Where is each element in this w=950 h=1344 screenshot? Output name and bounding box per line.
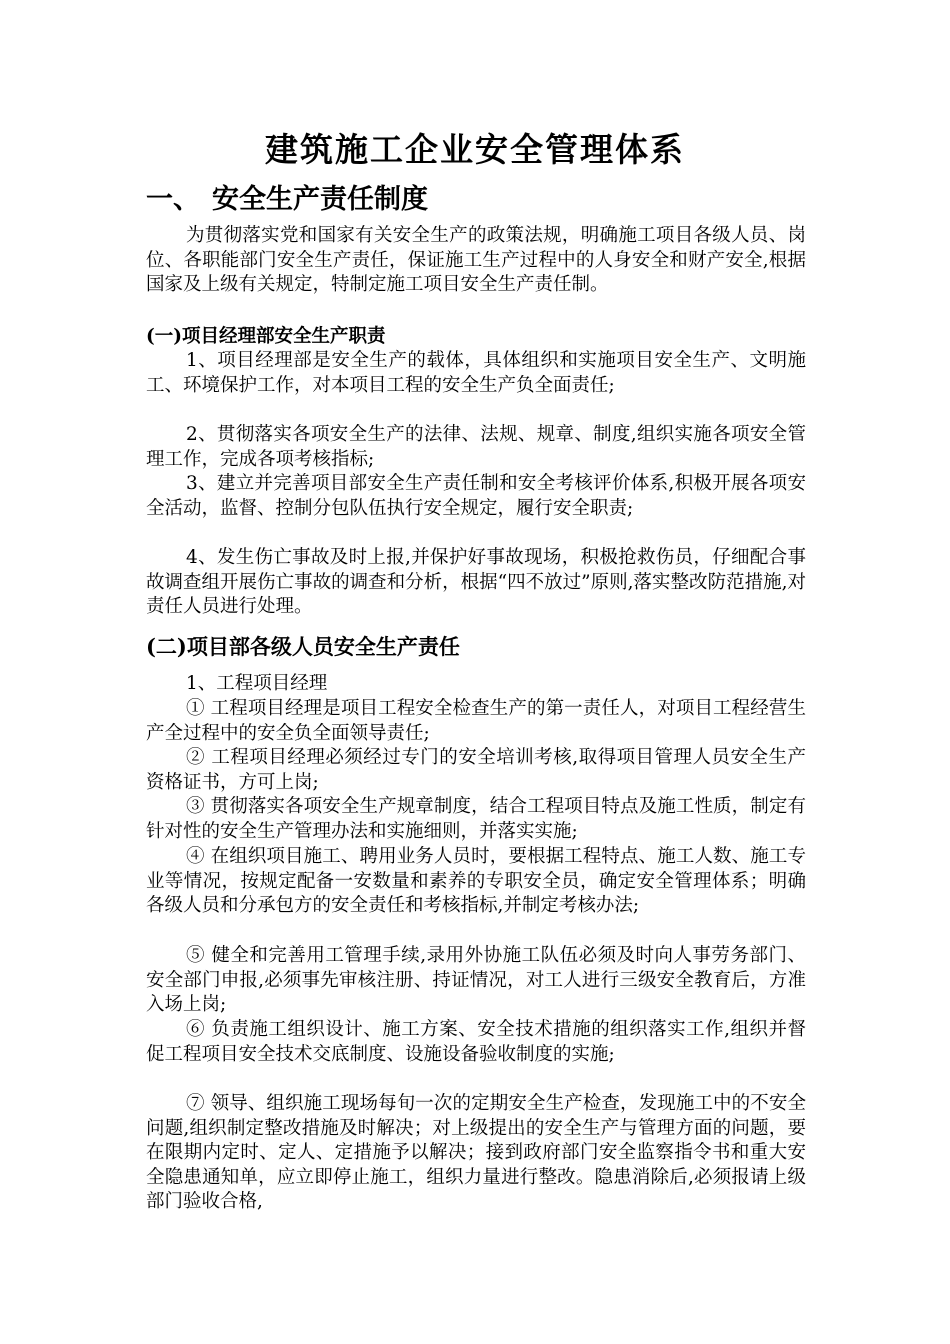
duty-item-4: 4、发生伤亡事故及时上报,并保护好事故现场，积极抢救伤员，仔细配合事故调查组开展伤亡事故的调查和分析，根据“四不放过”原则,落实整改防范措施,对责任人员进行处理。 xyxy=(146,547,806,618)
role-title: 1、工程项目经理 xyxy=(186,673,328,694)
responsibility-item-4: ④ 在组织项目施工、聘用业务人员时，要根据工程特点、施工人数、施工专业等情况，按规定配备一安数量和素养的专职安全员，确定安全管理体系；明确各级人员和分承包方的安全责任和考核指标,并制定考核办法; xyxy=(146,846,806,917)
responsibility-item-3: ③ 贯彻落实各项安全生产规章制度，结合工程项目特点及施工性质，制定有针对性的安全生产管理办法和实施细则，并落实实施; xyxy=(146,796,806,842)
document-title: 建筑施工企业安全管理体系 xyxy=(265,130,685,169)
responsibility-item-5: ⑤ 健全和完善用工管理手续,录用外协施工队伍必须及时向人事劳务部门、安全部门申报,必须事先审核注册、持证情况，对工人进行三级安全教育后，方准入场上岗; xyxy=(146,945,806,1016)
subsection-heading-1: (一)项目经理部安全生产职责 xyxy=(146,326,386,347)
section-number: 一、 xyxy=(146,184,200,215)
section-heading-text: 安全生产责任制度 xyxy=(212,184,428,215)
duty-item-2: 2、贯彻落实各项安全生产的法律、法规、规章、制度,组织实施各项安全管理工作，完成各项考核指标; xyxy=(146,424,806,470)
subsection-heading-2: (二)项目部各级人员安全生产责任 xyxy=(146,634,460,659)
section-heading xyxy=(146,180,428,220)
responsibility-item-6: ⑥ 负责施工组织设计、施工方案、安全技术措施的组织落实工作,组织并督促工程项目安全技术交底制度、设施设备验收制度的实施; xyxy=(146,1019,806,1065)
duty-item-1: 1、项目经理部是安全生产的载体，具体组织和实施项目安全生产、文明施工、环境保护工作，对本项目工程的安全生产负全面责任; xyxy=(146,350,806,396)
intro-paragraph: 为贯彻落实党和国家有关安全生产的政策法规，明确施工项目各级人员、岗位、各职能部门安全生产责任，保证施工生产过程中的人身安全和财产安全,根据国家及上级有关规定，特制定施工项目安全生产责任制。 xyxy=(146,225,806,296)
responsibility-item-1: ① 工程项目经理是项目工程安全检查生产的第一责任人，对项目工程经营生产全过程中的安全负全面领导责任; xyxy=(146,698,806,744)
duty-item-3: 3、建立并完善项目部安全生产责任制和安全考核评价体系,积极开展各项安全活动，监督、控制分包队伍执行安全规定，履行安全职责; xyxy=(146,473,806,519)
responsibility-item-7: ⑦ 领导、组织施工现场每旬一次的定期安全生产检查，发现施工中的不安全问题,组织制定整改措施及时解决；对上级提出的安全生产与管理方面的问题，要在限期内定时、定人、定措施予以解决；接到政府部门安全监察指令书和重大安全隐患通知单，应立即停止施工，组织力量进行整改。隐患消除后,必须报请上级部门验收合格, xyxy=(146,1093,806,1213)
responsibility-item-2: ② 工程项目经理必须经过专门的安全培训考核,取得项目管理人员安全生产资格证书，方可上岗; xyxy=(146,747,806,793)
